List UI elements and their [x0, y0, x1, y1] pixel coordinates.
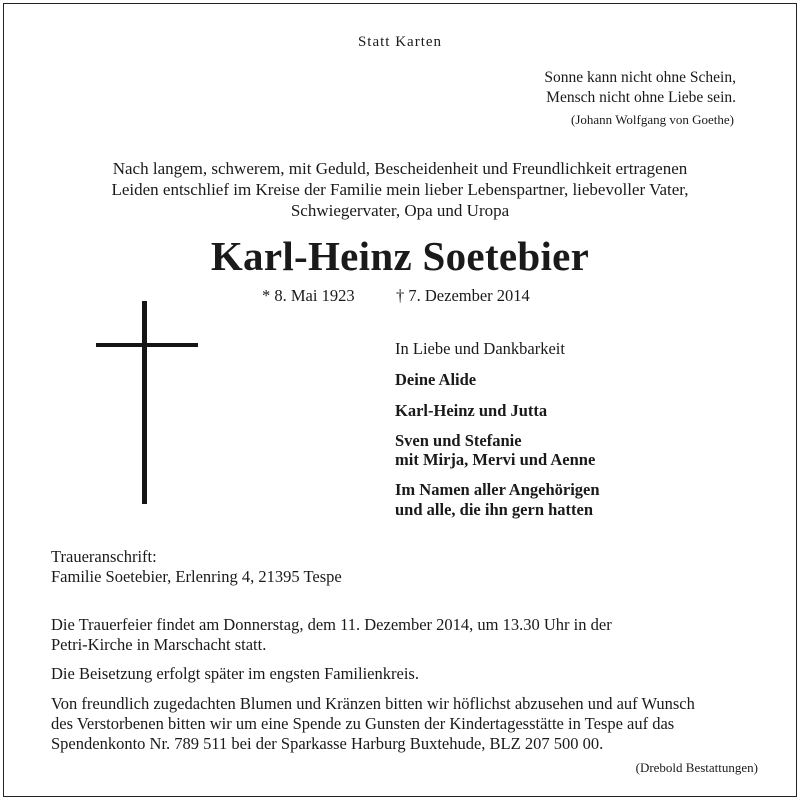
- intro-line-1: Nach langem, schwerem, mit Geduld, Bescheidenheit und Freundlichkeit ertragenen: [112, 159, 688, 178]
- address-value: Familie Soetebier, Erlenring 4, 21395 Tespe: [51, 567, 342, 586]
- poem-line-2: Mensch nicht ohne Liebe sein.: [546, 89, 736, 106]
- signature-4b: und alle, die ihn gern hatten: [395, 500, 594, 519]
- address-label: Traueranschrift:: [51, 547, 157, 566]
- undertaker-credit: (Drebold Bestattungen): [635, 760, 758, 775]
- obituary-notice: [3, 3, 797, 797]
- signature-3a: Sven und Stefanie: [395, 431, 522, 450]
- cross-horizontal-bar: [96, 343, 198, 347]
- death-date: † 7. Dezember 2014: [396, 286, 530, 305]
- header-statt-karten: Statt Karten: [357, 34, 443, 50]
- signature-intro: In Liebe und Dankbarkeit: [395, 339, 565, 358]
- cross-vertical-bar: [142, 301, 147, 504]
- burial-text: Die Beisetzung erfolgt später im engsten Familienkreis.: [51, 664, 419, 683]
- donation-line-2: des Verstorbenen bitten wir um eine Spende zu Gunsten der Kindertagesstätte in Tespe auf das: [51, 714, 675, 733]
- signature-2: Karl-Heinz und Jutta: [395, 401, 548, 420]
- intro-line-3: Schwiegervater, Opa und Uropa: [290, 201, 510, 220]
- birth-date: * 8. Mai 1923: [262, 286, 355, 305]
- intro-line-2: Leiden entschlief im Kreise der Familie mein lieber Lebenspartner, liebevoller Vater,: [111, 180, 689, 199]
- signature-4a: Im Namen aller Angehörigen: [395, 480, 600, 499]
- poem-author: (Johann Wolfgang von Goethe): [571, 112, 734, 127]
- funeral-line-2: Petri-Kirche in Marschacht statt.: [51, 635, 267, 654]
- poem-line-1: Sonne kann nicht ohne Schein,: [544, 69, 736, 86]
- signature-1: Deine Alide: [395, 370, 477, 389]
- deceased-name: Karl-Heinz Soetebier: [210, 233, 590, 279]
- donation-line-1: Von freundlich zugedachten Blumen und Kränzen bitten wir höflichst abzusehen und auf Wunsch: [51, 694, 695, 713]
- signature-3b: mit Mirja, Mervi und Aenne: [395, 450, 596, 469]
- funeral-line-1: Die Trauerfeier findet am Donnerstag, dem 11. Dezember 2014, um 13.30 Uhr in der: [51, 615, 612, 634]
- donation-line-3: Spendenkonto Nr. 789 511 bei der Sparkasse Harburg Buxtehude, BLZ 207 500 00.: [51, 734, 604, 753]
